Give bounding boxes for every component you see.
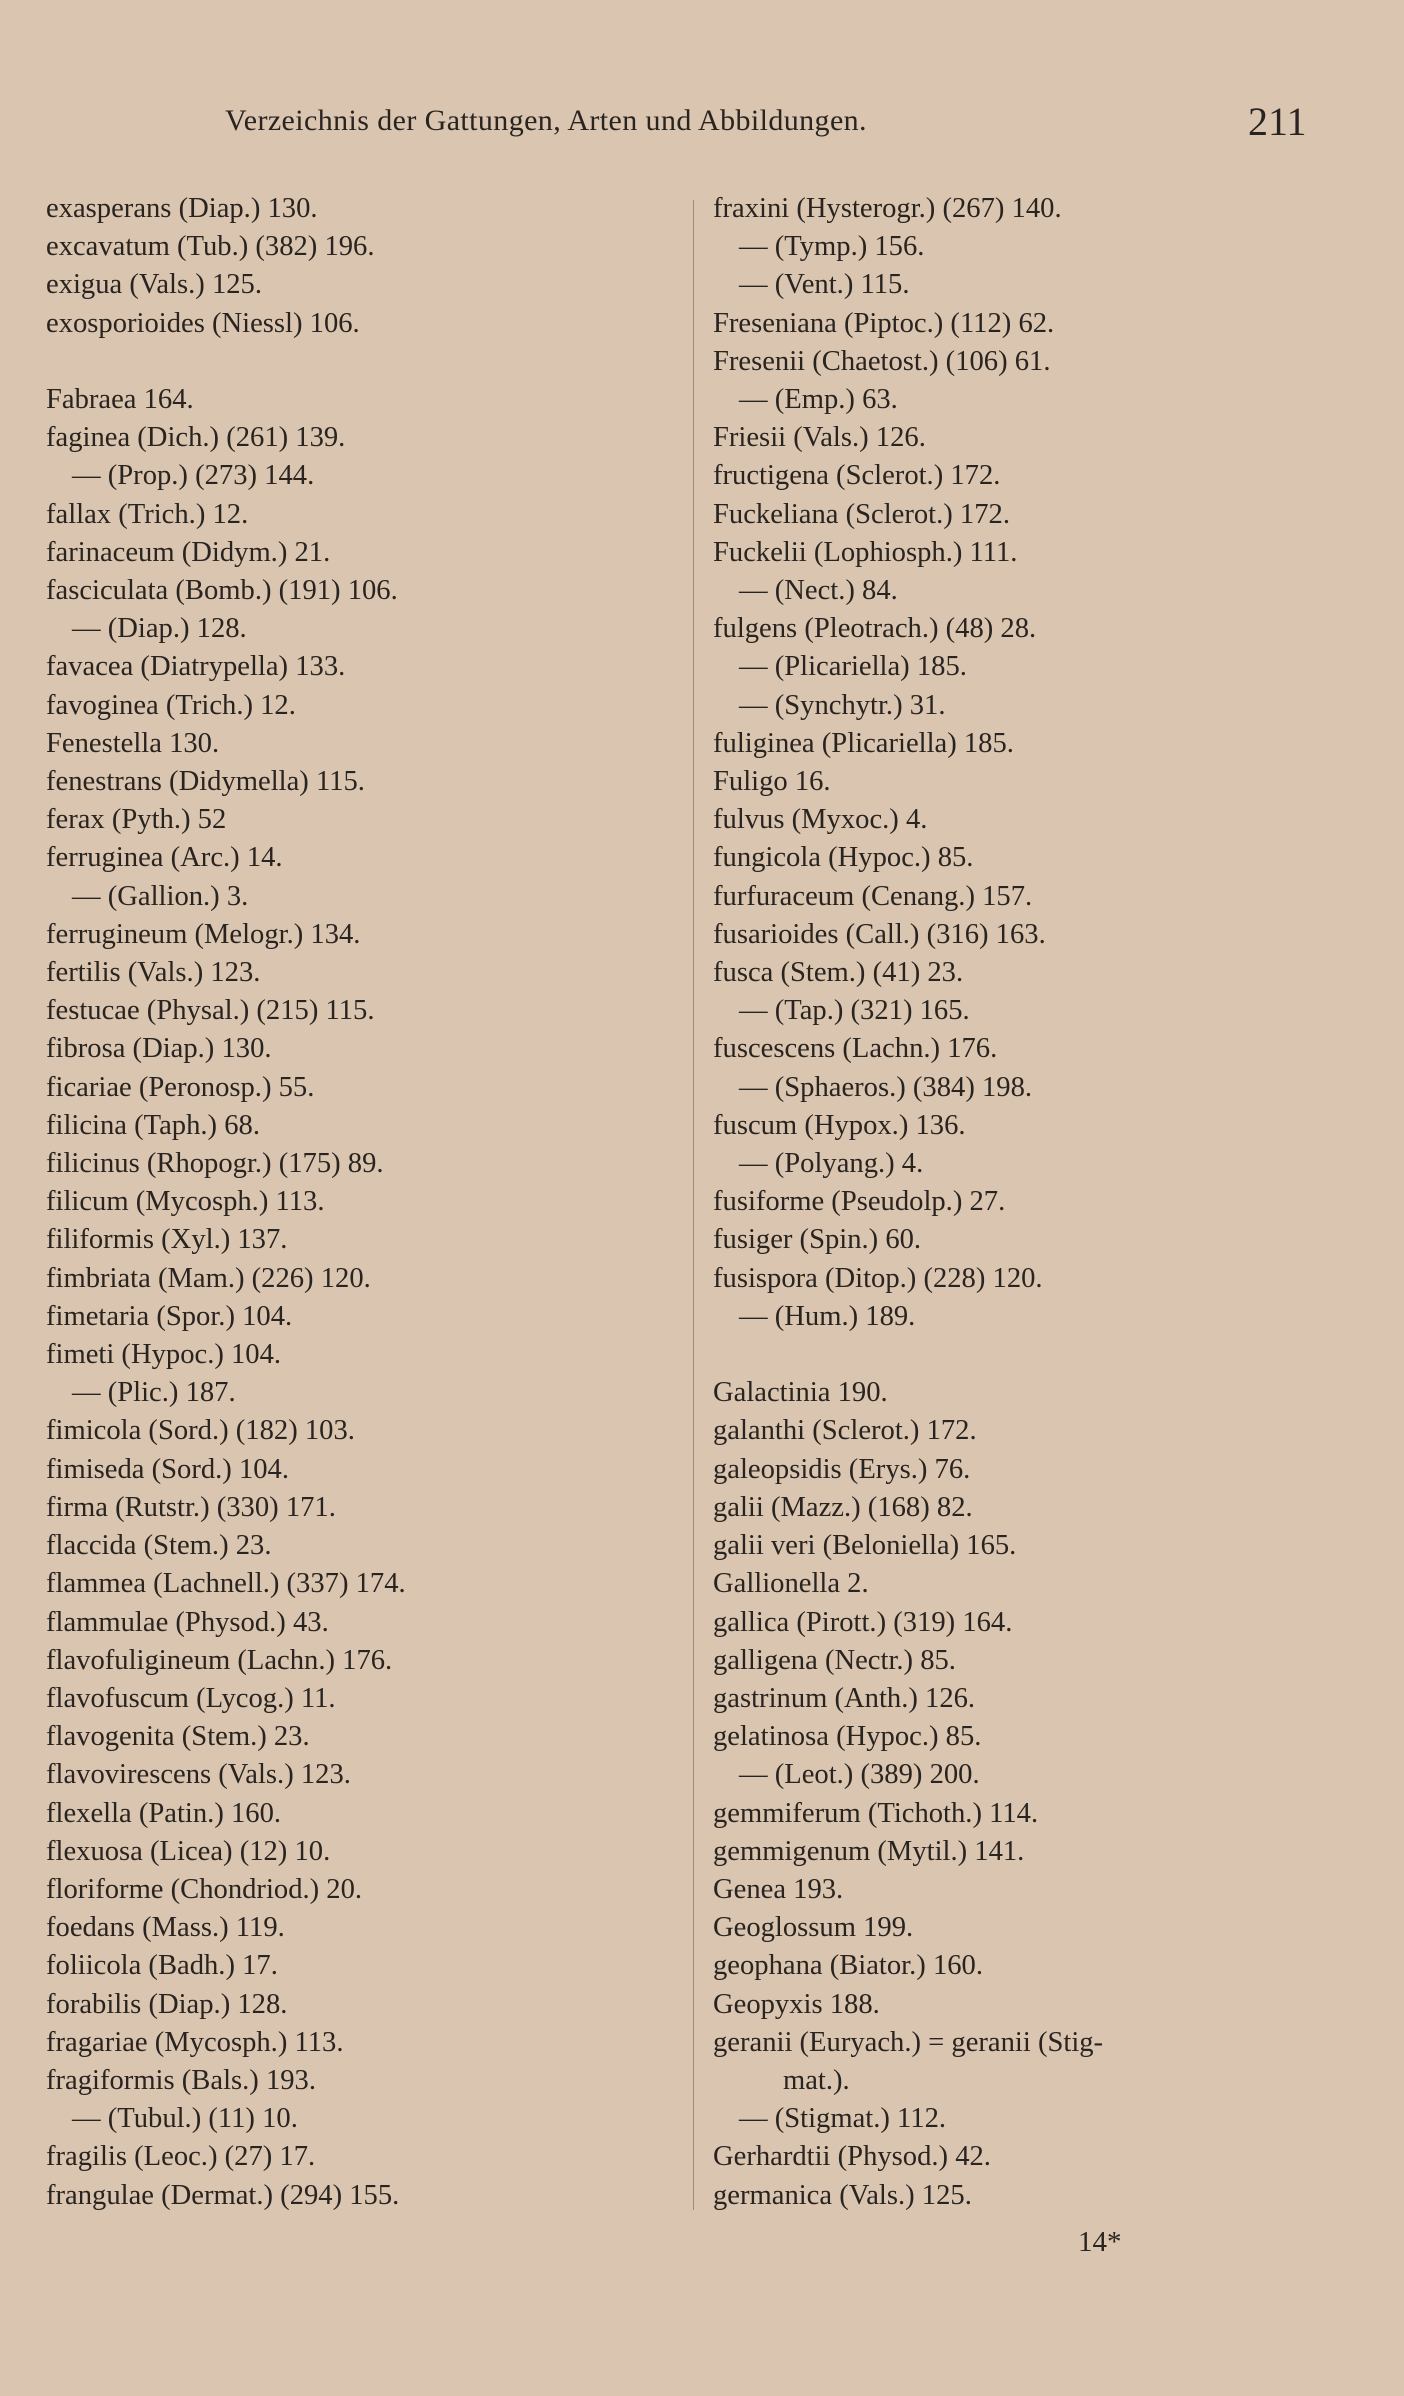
index-entry: gallica (Pirott.) (319) 164. xyxy=(713,1606,1013,1638)
index-entry: Geopyxis 188. xyxy=(713,1988,880,2020)
index-entry: fusarioides (Call.) (316) 163. xyxy=(713,918,1046,950)
index-entry: fructigena (Sclerot.) 172. xyxy=(713,460,1001,492)
index-entry: gemmiferum (Tichoth.) 114. xyxy=(713,1797,1039,1829)
index-entry: fulvus (Myxoc.) 4. xyxy=(713,804,928,836)
index-entry: forabilis (Diap.) 128. xyxy=(46,1988,288,2020)
index-entry: floriforme (Chondriod.) 20. xyxy=(46,1873,363,1905)
index-entry: Fresenii (Chaetost.) (106) 61. xyxy=(713,345,1051,377)
index-entry: fungicola (Hypoc.) 85. xyxy=(713,842,974,874)
index-entry: festucae (Physal.) (215) 115. xyxy=(46,995,375,1027)
index-entry: geranii (Euryach.) = geranii (Stig- xyxy=(713,2026,1104,2058)
index-entry: galligena (Nectr.) 85. xyxy=(713,1644,956,1676)
index-entry: gelatinosa (Hypoc.) 85. xyxy=(713,1721,982,1753)
index-entry: fragariae (Mycosph.) 113. xyxy=(46,2026,344,2058)
index-entry: gastrinum (Anth.) 126. xyxy=(713,1682,976,1714)
blank-line xyxy=(46,343,666,381)
index-entry: foliicola (Badh.) 17. xyxy=(46,1950,278,1982)
index-entry: exigua (Vals.) 125. xyxy=(46,269,262,301)
index-entry: fenestrans (Didymella) 115. xyxy=(46,766,365,798)
index-entry: farinaceum (Didym.) 21. xyxy=(46,536,331,568)
column-divider xyxy=(693,200,694,2210)
index-entry: — (Hum.) 189. xyxy=(739,1300,916,1332)
index-entry: flavovirescens (Vals.) 123. xyxy=(46,1759,351,1791)
index-entry: flavofuscum (Lycog.) 11. xyxy=(46,1682,336,1714)
index-entry: Geoglossum 199. xyxy=(713,1912,914,1944)
index-entry: galeopsidis (Erys.) 76. xyxy=(713,1453,971,1485)
index-entry: galii veri (Beloniella) 165. xyxy=(713,1530,1017,1562)
index-entry: — (Leot.) (389) 200. xyxy=(739,1759,980,1791)
index-entry: germanica (Vals.) 125. xyxy=(713,2179,972,2211)
index-column-left xyxy=(46,190,666,2215)
index-entry: flexella (Patin.) 160. xyxy=(46,1797,282,1829)
index-entry: mat.). xyxy=(783,2064,850,2096)
index-entry: geophana (Biator.) 160. xyxy=(713,1950,983,1982)
index-entry: filicinus (Rhopogr.) (175) 89. xyxy=(46,1148,384,1180)
index-entry: excavatum (Tub.) (382) 196. xyxy=(46,231,375,263)
index-entry: ferrugineum (Melogr.) 134. xyxy=(46,918,361,950)
index-entry: fusca (Stem.) (41) 23. xyxy=(713,957,964,989)
index-entry: Fenestella 130. xyxy=(46,727,220,759)
index-entry: fimiseda (Sord.) 104. xyxy=(46,1453,290,1485)
index-entry: fibrosa (Diap.) 130. xyxy=(46,1033,272,1065)
index-entry: fragilis (Leoc.) (27) 17. xyxy=(46,2141,316,2173)
index-entry: fusispora (Ditop.) (228) 120. xyxy=(713,1262,1043,1294)
index-entry: frangulae (Dermat.) (294) 155. xyxy=(46,2179,400,2211)
index-entry: fusiger (Spin.) 60. xyxy=(713,1224,922,1256)
index-entry: ficariae (Peronosp.) 55. xyxy=(46,1071,315,1103)
index-entry: fimeti (Hypoc.) 104. xyxy=(46,1339,282,1371)
index-entry: Fuckeliana (Sclerot.) 172. xyxy=(713,498,1010,530)
index-entry: — (Prop.) (273) 144. xyxy=(72,460,315,492)
page-number: 211 xyxy=(1248,99,1307,144)
index-entry: galanthi (Sclerot.) 172. xyxy=(713,1415,977,1447)
index-entry: Gallionella 2. xyxy=(713,1568,869,1600)
index-entry: galii (Mazz.) (168) 82. xyxy=(713,1491,973,1523)
index-entry: — (Polyang.) 4. xyxy=(739,1148,924,1180)
index-entry: flammea (Lachnell.) (337) 174. xyxy=(46,1568,406,1600)
index-entry: — (Tymp.) 156. xyxy=(739,231,925,263)
index-entry: gemmigenum (Mytil.) 141. xyxy=(713,1835,1025,1867)
index-entry: — (Plic.) 187. xyxy=(72,1377,236,1409)
index-entry: Fuckelii (Lophiosph.) 111. xyxy=(713,536,1018,568)
index-entry: flavofuligineum (Lachn.) 176. xyxy=(46,1644,393,1676)
index-entry: fimicola (Sord.) (182) 103. xyxy=(46,1415,355,1447)
index-entry: — (Diap.) 128. xyxy=(72,613,247,645)
index-entry: fusiforme (Pseudolp.) 27. xyxy=(713,1186,1006,1218)
index-entry: Genea 193. xyxy=(713,1873,844,1905)
index-entry: — (Vent.) 115. xyxy=(739,269,910,301)
index-entry: fuscescens (Lachn.) 176. xyxy=(713,1033,998,1065)
index-entry: fuscum (Hypox.) 136. xyxy=(713,1109,966,1141)
index-entry: Galactinia 190. xyxy=(713,1377,888,1409)
index-entry: filiformis (Xyl.) 137. xyxy=(46,1224,288,1256)
index-entry: — (Gallion.) 3. xyxy=(72,880,249,912)
index-entry: — (Emp.) 63. xyxy=(739,384,898,416)
signature-mark: 14* xyxy=(1078,2226,1122,2258)
index-entry: Gerhardtii (Physod.) 42. xyxy=(713,2141,991,2173)
blank-line xyxy=(713,1336,1343,1374)
index-entry: flavogenita (Stem.) 23. xyxy=(46,1721,310,1753)
index-entry: — (Sphaeros.) (384) 198. xyxy=(739,1071,1033,1103)
index-entry: flammulae (Physod.) 43. xyxy=(46,1606,329,1638)
index-entry: fulgens (Pleotrach.) (48) 28. xyxy=(713,613,1037,645)
index-column-right xyxy=(713,190,1343,2215)
index-entry: Friesii (Vals.) 126. xyxy=(713,422,926,454)
index-entry: faginea (Dich.) (261) 139. xyxy=(46,422,346,454)
page-header xyxy=(0,98,1404,158)
index-entry: exasperans (Diap.) 130. xyxy=(46,193,318,224)
index-entry: — (Synchytr.) 31. xyxy=(739,689,946,721)
index-entry: flaccida (Stem.) 23. xyxy=(46,1530,272,1562)
index-entry: — (Tubul.) (11) 10. xyxy=(72,2103,298,2135)
index-entry: flexuosa (Licea) (12) 10. xyxy=(46,1835,331,1867)
index-entry: fimbriata (Mam.) (226) 120. xyxy=(46,1262,371,1294)
running-title: Verzeichnis der Gattungen, Arten und Abbildungen. xyxy=(225,104,867,137)
index-entry: filicina (Taph.) 68. xyxy=(46,1109,260,1141)
index-entry: Fabraea 164. xyxy=(46,384,194,415)
index-entry: favacea (Diatrypella) 133. xyxy=(46,651,346,683)
index-entry: foedans (Mass.) 119. xyxy=(46,1912,285,1944)
index-entry: fragiformis (Bals.) 193. xyxy=(46,2064,316,2096)
index-entry: ferax (Pyth.) 52 xyxy=(46,804,227,836)
index-entry: fimetaria (Spor.) 104. xyxy=(46,1300,293,1332)
index-entry: fraxini (Hysterogr.) (267) 140. xyxy=(713,193,1062,224)
index-entry: — (Stigmat.) 112. xyxy=(739,2103,947,2135)
index-entry: fasciculata (Bomb.) (191) 106. xyxy=(46,575,398,607)
index-entry: fallax (Trich.) 12. xyxy=(46,498,249,530)
index-entry: fuliginea (Plicariella) 185. xyxy=(713,727,1014,759)
index-entry: Freseniana (Piptoc.) (112) 62. xyxy=(713,307,1055,339)
index-entry: firma (Rutstr.) (330) 171. xyxy=(46,1491,336,1523)
index-entry: fertilis (Vals.) 123. xyxy=(46,957,261,989)
index-entry: ferruginea (Arc.) 14. xyxy=(46,842,283,874)
index-entry: favoginea (Trich.) 12. xyxy=(46,689,296,721)
index-entry: — (Plicariella) 185. xyxy=(739,651,967,683)
index-entry: Fuligo 16. xyxy=(713,766,831,798)
index-entry: filicum (Mycosph.) 113. xyxy=(46,1186,325,1218)
index-entry: — (Tap.) (321) 165. xyxy=(739,995,970,1027)
index-entry: furfuraceum (Cenang.) 157. xyxy=(713,880,1033,912)
index-entry: — (Nect.) 84. xyxy=(739,575,898,607)
index-entry: exosporioides (Niessl) 106. xyxy=(46,307,360,339)
